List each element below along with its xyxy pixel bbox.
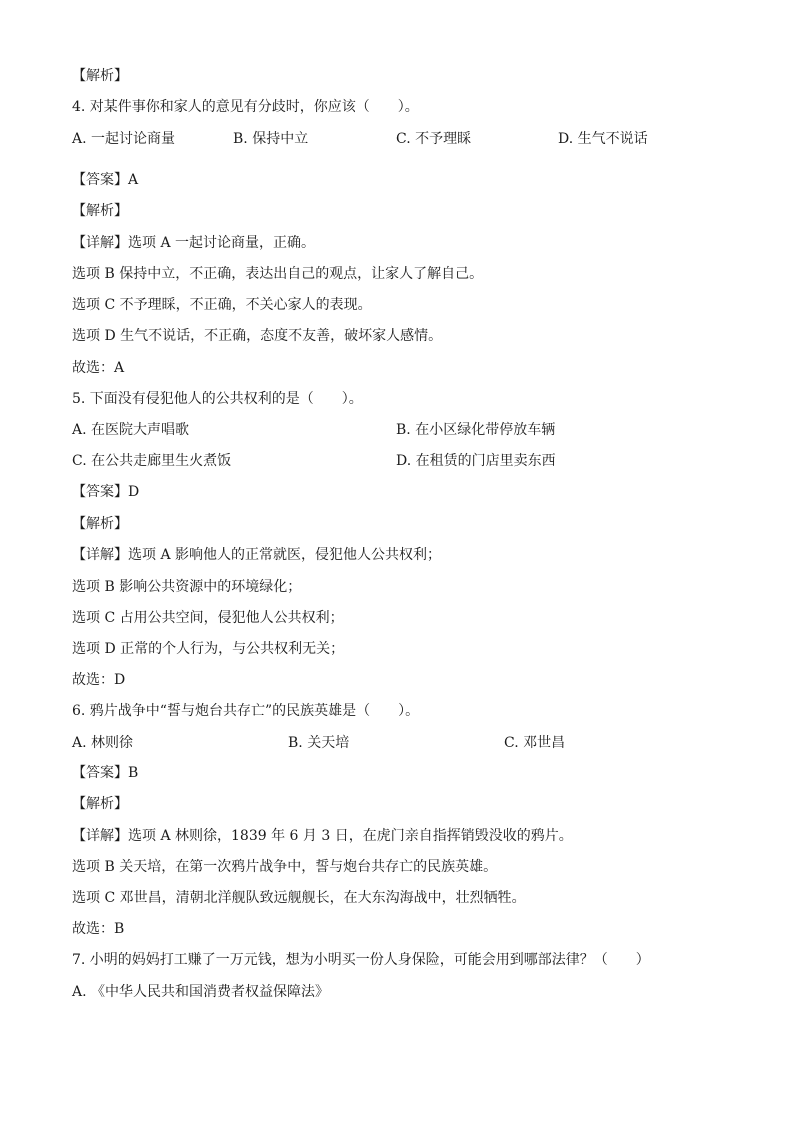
q4-analysis-label: 【解析】 (72, 203, 128, 219)
q4-option-b: B. 保持中立 (233, 131, 309, 147)
detail-label: 【详解】 (72, 828, 128, 844)
question-4-stem: 4. 对某件事你和家人的意见有分歧时，你应该（ ）。 (72, 99, 419, 115)
q5-detail-line-4: 选项 D 正常的个人行为，与公共权利无关； (72, 641, 345, 657)
q6-option-c: C. 邓世昌 (504, 735, 566, 751)
q7-option-a: A. 《中华人民共和国消费者权益保障法》 (72, 984, 330, 1000)
answer-value: A (128, 172, 139, 188)
q6-answer (72, 763, 138, 783)
q5-detail-line-3: 选项 C 占用公共空间，侵犯他人公共权利； (72, 610, 344, 626)
q4-option-a: A. 一起讨论商量 (72, 131, 176, 147)
q6-option-a: A. 林则徐 (72, 735, 134, 751)
q4-detail-line-1 (72, 233, 315, 253)
q5-detail-line-1 (72, 545, 441, 565)
q4-choose: 故选：A (72, 360, 125, 376)
q6-detail-line-3: 选项 C 邓世昌，清朝北洋舰队致远舰舰长，在大东沟海战中，壮烈牺牲。 (72, 890, 526, 906)
q5-option-d: D. 在租赁的门店里卖东西 (396, 453, 556, 469)
q6-detail-line-2: 选项 B 关天培，在第一次鸦片战争中，誓与炮台共存亡的民族英雄。 (72, 859, 498, 875)
q4-answer (72, 170, 138, 190)
q6-choose: 故选：B (72, 921, 125, 937)
question-7-stem: 7. 小明的妈妈打工赚了一万元钱，想为小明买一份人身保险，可能会用到哪部法律？（ ） (72, 952, 650, 968)
q4-option-d: D. 生气不说话 (558, 131, 648, 147)
q6-option-b: B. 关天培 (288, 735, 350, 751)
answer-label: 【答案】 (72, 765, 128, 781)
q5-answer (72, 482, 139, 502)
q4-detail-line-2: 选项 B 保持中立，不正确，表达出自己的观点，让家人了解自己。 (72, 266, 484, 282)
q5-option-b: B. 在小区绿化带停放车辆 (396, 422, 556, 438)
detail-text: 选项 A 一起讨论商量，正确。 (128, 235, 316, 251)
detail-text: 选项 A 影响他人的正常就医，侵犯他人公共权利； (128, 547, 442, 563)
question-5-stem: 5. 下面没有侵犯他人的公共权利的是（ ）。 (72, 391, 363, 407)
detail-label: 【详解】 (72, 235, 128, 251)
q5-option-a: A. 在医院大声唱歌 (72, 422, 190, 438)
answer-label: 【答案】 (72, 172, 128, 188)
q4-detail-line-4: 选项 D 生气不说话，不正确，态度不友善，破坏家人感情。 (72, 328, 443, 344)
analysis-label: 【解析】 (72, 68, 128, 84)
q5-option-c: C. 在公共走廊里生火煮饭 (72, 453, 232, 469)
answer-label: 【答案】 (72, 484, 128, 500)
question-6-stem: 6. 鸦片战争中“誓与炮台共存亡”的民族英雄是（ ）。 (72, 703, 420, 719)
q6-detail-line-1 (72, 826, 573, 846)
q6-analysis-label: 【解析】 (72, 796, 128, 812)
answer-value: B (128, 765, 139, 781)
q4-detail-line-3: 选项 C 不予理睬，不正确，不关心家人的表现。 (72, 297, 372, 313)
q5-choose: 故选：D (72, 672, 126, 688)
q5-detail-line-2: 选项 B 影响公共资源中的环境绿化； (72, 579, 302, 595)
detail-label: 【详解】 (72, 547, 128, 563)
detail-text: 选项 A 林则徐，1839 年 6 月 3 日，在虎门亲自指挥销毁没收的鸦片。 (128, 828, 573, 844)
answer-value: D (128, 484, 140, 500)
q4-option-c: C. 不予理睬 (396, 131, 472, 147)
q5-analysis-label: 【解析】 (72, 516, 128, 532)
